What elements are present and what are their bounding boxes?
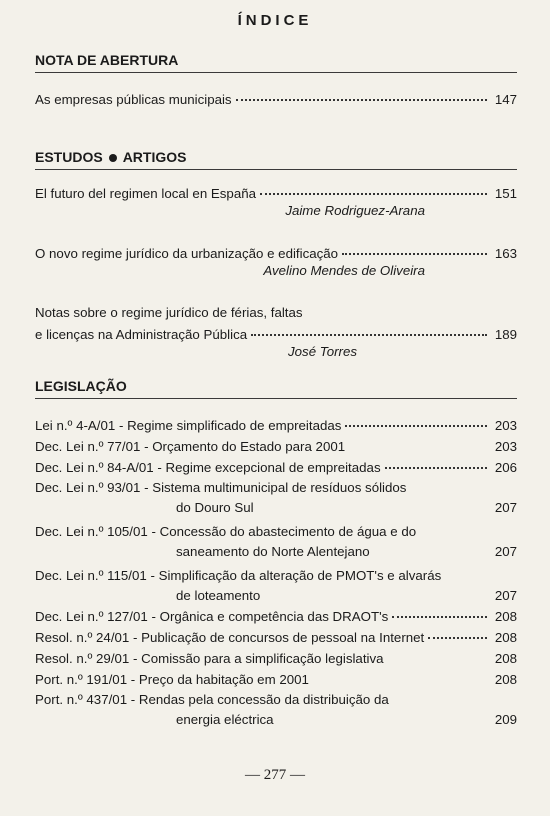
dot-leader (278, 707, 487, 721)
section-divider (35, 72, 517, 73)
legislation-text: Dec. Lei n.º 84-A/01 - Regime excepcional de empreitadas (35, 460, 381, 475)
entry-page: 207 (494, 588, 517, 603)
page-title: ÍNDICE (237, 12, 313, 29)
legislation-item (35, 458, 517, 476)
toc-entry (35, 184, 517, 219)
legislation-text: Resol. n.º 24/01 - Publicação de concursos de pessoal na Internet (35, 630, 425, 645)
dot-leader (251, 322, 487, 336)
bullet-icon (109, 154, 117, 162)
dot-leader (260, 181, 487, 195)
legislation-item (35, 691, 517, 728)
entry-title-line1: Notas sobre o regime jurídico de férias, faltas (35, 305, 303, 320)
dot-leader (392, 604, 487, 618)
legislation-text: Resol. n.º 29/01 - Comissão para a simplificação legislativa (35, 651, 384, 666)
entry-page: 208 (494, 630, 517, 645)
section-divider (35, 169, 517, 170)
entry-page: 203 (494, 418, 517, 433)
legislation-item (35, 523, 517, 560)
entry-title: As empresas públicas municipais (35, 92, 232, 107)
legislation-item (35, 670, 517, 688)
dot-leader (264, 583, 487, 597)
section-heading-estudos (35, 149, 186, 165)
legislation-text-cont: saneamento do Norte Alentejano (176, 544, 370, 559)
legislation-text: Port. n.º 437/01 - Rendas pela concessão da distribuição da (35, 692, 389, 707)
dot-leader (236, 87, 487, 101)
entry-page: 151 (494, 186, 517, 201)
section-heading-legislacao: LEGISLAÇÃO (35, 378, 127, 394)
entry-author: Avelino Mendes de Oliveira (263, 263, 425, 278)
dot-leader (428, 625, 487, 639)
dot-leader (258, 495, 487, 509)
legislation-text-cont: do Douro Sul (176, 500, 254, 515)
legislation-list (35, 416, 517, 728)
legislation-text: Dec. Lei n.º 105/01 - Concessão do abastecimento de água e do (35, 524, 417, 539)
entry-author: Jaime Rodriguez-Arana (285, 203, 425, 218)
legislation-item (35, 607, 517, 625)
legislation-item (35, 567, 517, 604)
toc-entry (35, 90, 517, 108)
legislation-text: Port. n.º 191/01 - Preço da habitação em 2001 (35, 672, 309, 687)
legislation-text: Dec. Lei n.º 77/01 - Orçamento do Estado para 2001 (35, 439, 346, 454)
dot-leader (388, 646, 487, 660)
entry-page: 189 (494, 327, 517, 342)
dot-leader (313, 667, 487, 681)
entry-page: 203 (494, 439, 517, 454)
entry-author: José Torres (288, 344, 357, 359)
dot-leader (345, 413, 487, 427)
dot-leader (374, 539, 487, 553)
entry-page: 208 (494, 609, 517, 624)
legislation-item (35, 437, 517, 455)
entry-title: O novo regime jurídico da urbanização e edificação (35, 246, 339, 261)
dot-leader (385, 455, 487, 469)
entry-page: 209 (494, 712, 517, 727)
dot-leader (342, 241, 487, 255)
entry-title: e licenças na Administração Pública (35, 327, 248, 342)
legislation-text-cont: energia eléctrica (176, 712, 274, 727)
legislation-item (35, 479, 517, 516)
legislation-item (35, 416, 517, 434)
legislation-item (35, 628, 517, 646)
section-heading-abertura: NOTA DE ABERTURA (35, 52, 179, 68)
toc-entry (35, 304, 517, 360)
heading-part-artigos: ARTIGOS (122, 149, 187, 165)
legislation-text: Dec. Lei n.º 115/01 - Simplificação da alteração de PMOT's e alvarás (35, 568, 442, 583)
entry-page: 207 (494, 544, 517, 559)
entry-page: 163 (494, 246, 517, 261)
entry-page: 147 (494, 92, 517, 107)
heading-part-estudos: ESTUDOS (35, 149, 103, 165)
legislation-text-cont: de loteamento (176, 588, 261, 603)
entry-page: 208 (494, 651, 517, 666)
page-number: — 277 — (245, 767, 305, 783)
entry-page: 206 (494, 460, 517, 475)
section-divider (35, 398, 517, 399)
legislation-text: Lei n.º 4-A/01 - Regime simplificado de empreitadas (35, 418, 342, 433)
entry-page: 208 (494, 672, 517, 687)
entry-page: 207 (494, 500, 517, 515)
dot-leader (349, 434, 487, 448)
toc-entry (35, 244, 517, 279)
legislation-text: Dec. Lei n.º 127/01 - Orgânica e competência das DRAOT's (35, 609, 389, 624)
entry-title: El futuro del regimen local en España (35, 186, 257, 201)
legislation-text: Dec. Lei n.º 93/01 - Sistema multimunicipal de resíduos sólidos (35, 480, 407, 495)
legislation-item (35, 649, 517, 667)
